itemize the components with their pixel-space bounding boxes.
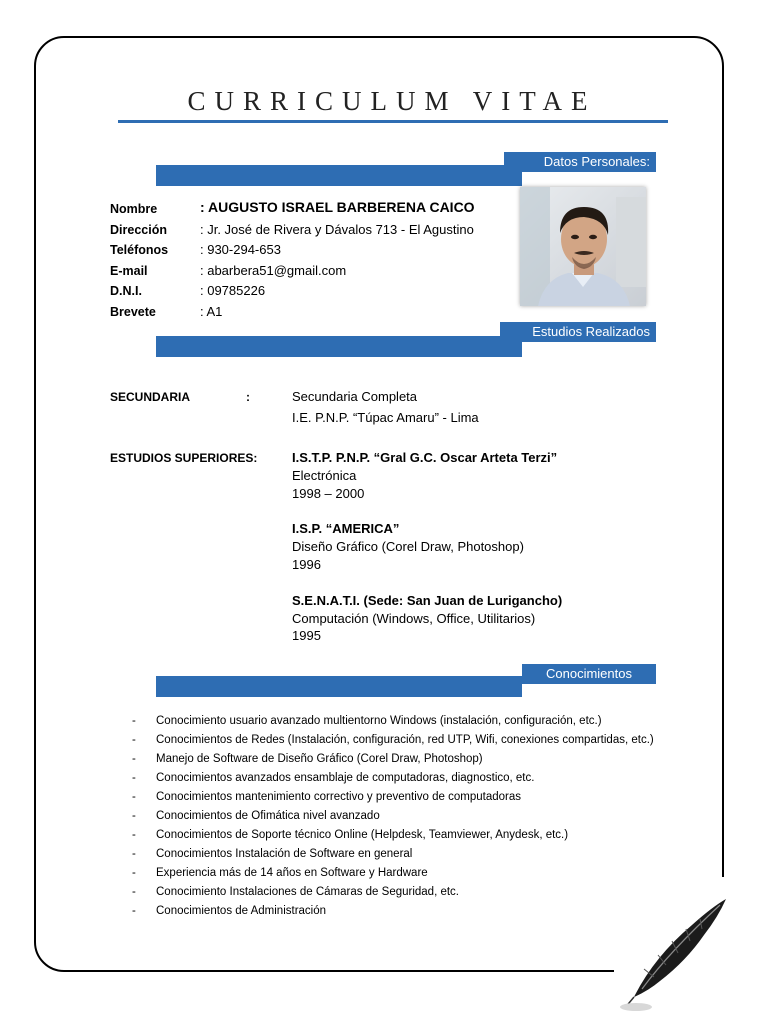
section-heading-studies: Estudios Realizados [500, 322, 656, 342]
personal-label: Dirección [110, 222, 167, 237]
personal-value: : 930-294-653 [200, 242, 281, 257]
list-item [128, 827, 654, 846]
personal-label: Brevete [110, 304, 156, 319]
bullet: - [132, 772, 136, 784]
bullet: - [132, 791, 136, 803]
list-item [128, 865, 654, 884]
school-years: 1996 [292, 557, 321, 572]
personal-value: : A1 [200, 303, 223, 319]
school-years: 1995 [292, 628, 321, 643]
skill-text: Conocimientos mantenimiento correctivo y preventivo de computadoras [156, 791, 521, 803]
title-underline [118, 120, 668, 123]
higher-education-label: ESTUDIOS SUPERIORES: [110, 451, 258, 465]
skill-text: Conocimientos de Ofimática nivel avanzado [156, 810, 380, 822]
school-name: I.S.T.P. P.N.P. “Gral G.C. Oscar Arteta Terzi” [292, 450, 558, 465]
list-item [128, 751, 654, 770]
section-heading-skills: Conocimientos [522, 664, 656, 684]
page-title: CURRICULUM VITAE [187, 86, 597, 116]
list-item [128, 903, 654, 922]
bullet: - [132, 867, 136, 879]
list-item [128, 884, 654, 903]
bullet: - [132, 829, 136, 841]
secondary-label: SECUNDARIA [110, 390, 191, 404]
personal-label: Teléfonos [110, 243, 169, 257]
list-item [128, 732, 654, 751]
skills-list [128, 713, 654, 922]
section-bar-personal [156, 165, 522, 186]
school-name: I.S.P. “AMERICA” [292, 521, 400, 536]
school-field: Electrónica [292, 468, 357, 483]
skill-text: Conocimientos avanzados ensamblaje de computadoras, diagnostico, etc. [156, 772, 535, 784]
list-item [128, 846, 654, 865]
bullet: - [132, 715, 136, 727]
bullet: - [132, 905, 136, 917]
skill-text: Experiencia más de 14 años en Software y Hardware [156, 867, 428, 879]
skill-text: Conocimientos de Administración [156, 905, 327, 917]
personal-value: : Jr. José de Rivera y Dávalos 713 - El Agustino [200, 221, 474, 237]
secondary-line: I.E. P.N.P. “Túpac Amaru” - Lima [292, 410, 479, 425]
profile-photo [520, 187, 646, 306]
section-bar-skills [156, 676, 522, 697]
bullet: - [132, 734, 136, 746]
school-field: Computación (Windows, Office, Utilitarios) [292, 611, 536, 626]
bullet: - [132, 886, 136, 898]
list-item [128, 770, 654, 789]
secondary-colon: : [246, 390, 250, 404]
feather-quill-icon [614, 877, 734, 1017]
section-bar-studies [156, 336, 522, 357]
skill-text: Conocimiento usuario avanzado multientorno Windows (instalación, configuración, etc.) [156, 715, 602, 727]
personal-label: Nombre [110, 202, 158, 216]
skill-text: Conocimientos de Redes (Instalación, configuración, red UTP, Wifi, conexiones compartidas, etc.) [156, 734, 654, 746]
skill-text: Conocimientos Instalación de Software en general [156, 848, 413, 860]
skill-text: Conocimientos de Soporte técnico Online (Helpdesk, Teamviewer, Anydesk, etc.) [156, 829, 569, 841]
secondary-line: Secundaria Completa [292, 389, 418, 404]
skill-text: Conocimiento Instalaciones de Cámaras de Seguridad, etc. [156, 886, 460, 898]
bullet: - [132, 753, 136, 765]
personal-value: : abarbera51@gmail.com [200, 262, 347, 278]
bullet: - [132, 848, 136, 860]
school-field: Diseño Gráfico (Corel Draw, Photoshop) [292, 539, 524, 554]
section-heading-personal: Datos Personales: [504, 152, 656, 172]
skill-text: Manejo de Software de Diseño Gráfico (Corel Draw, Photoshop) [156, 753, 483, 765]
bullet: - [132, 810, 136, 822]
list-item [128, 713, 654, 732]
personal-value: : 09785226 [200, 283, 266, 298]
personal-label: D.N.I. [110, 284, 142, 298]
list-item [128, 808, 654, 827]
portrait-illustration [520, 187, 646, 306]
list-item [128, 789, 654, 808]
school-years: 1998 – 2000 [292, 486, 365, 501]
school-name: S.E.N.A.T.I. (Sede: San Juan de Lurigancho) [292, 593, 563, 608]
personal-label: E-mail [110, 263, 148, 278]
personal-value: : AUGUSTO ISRAEL BARBERENA CAICO [200, 199, 475, 215]
